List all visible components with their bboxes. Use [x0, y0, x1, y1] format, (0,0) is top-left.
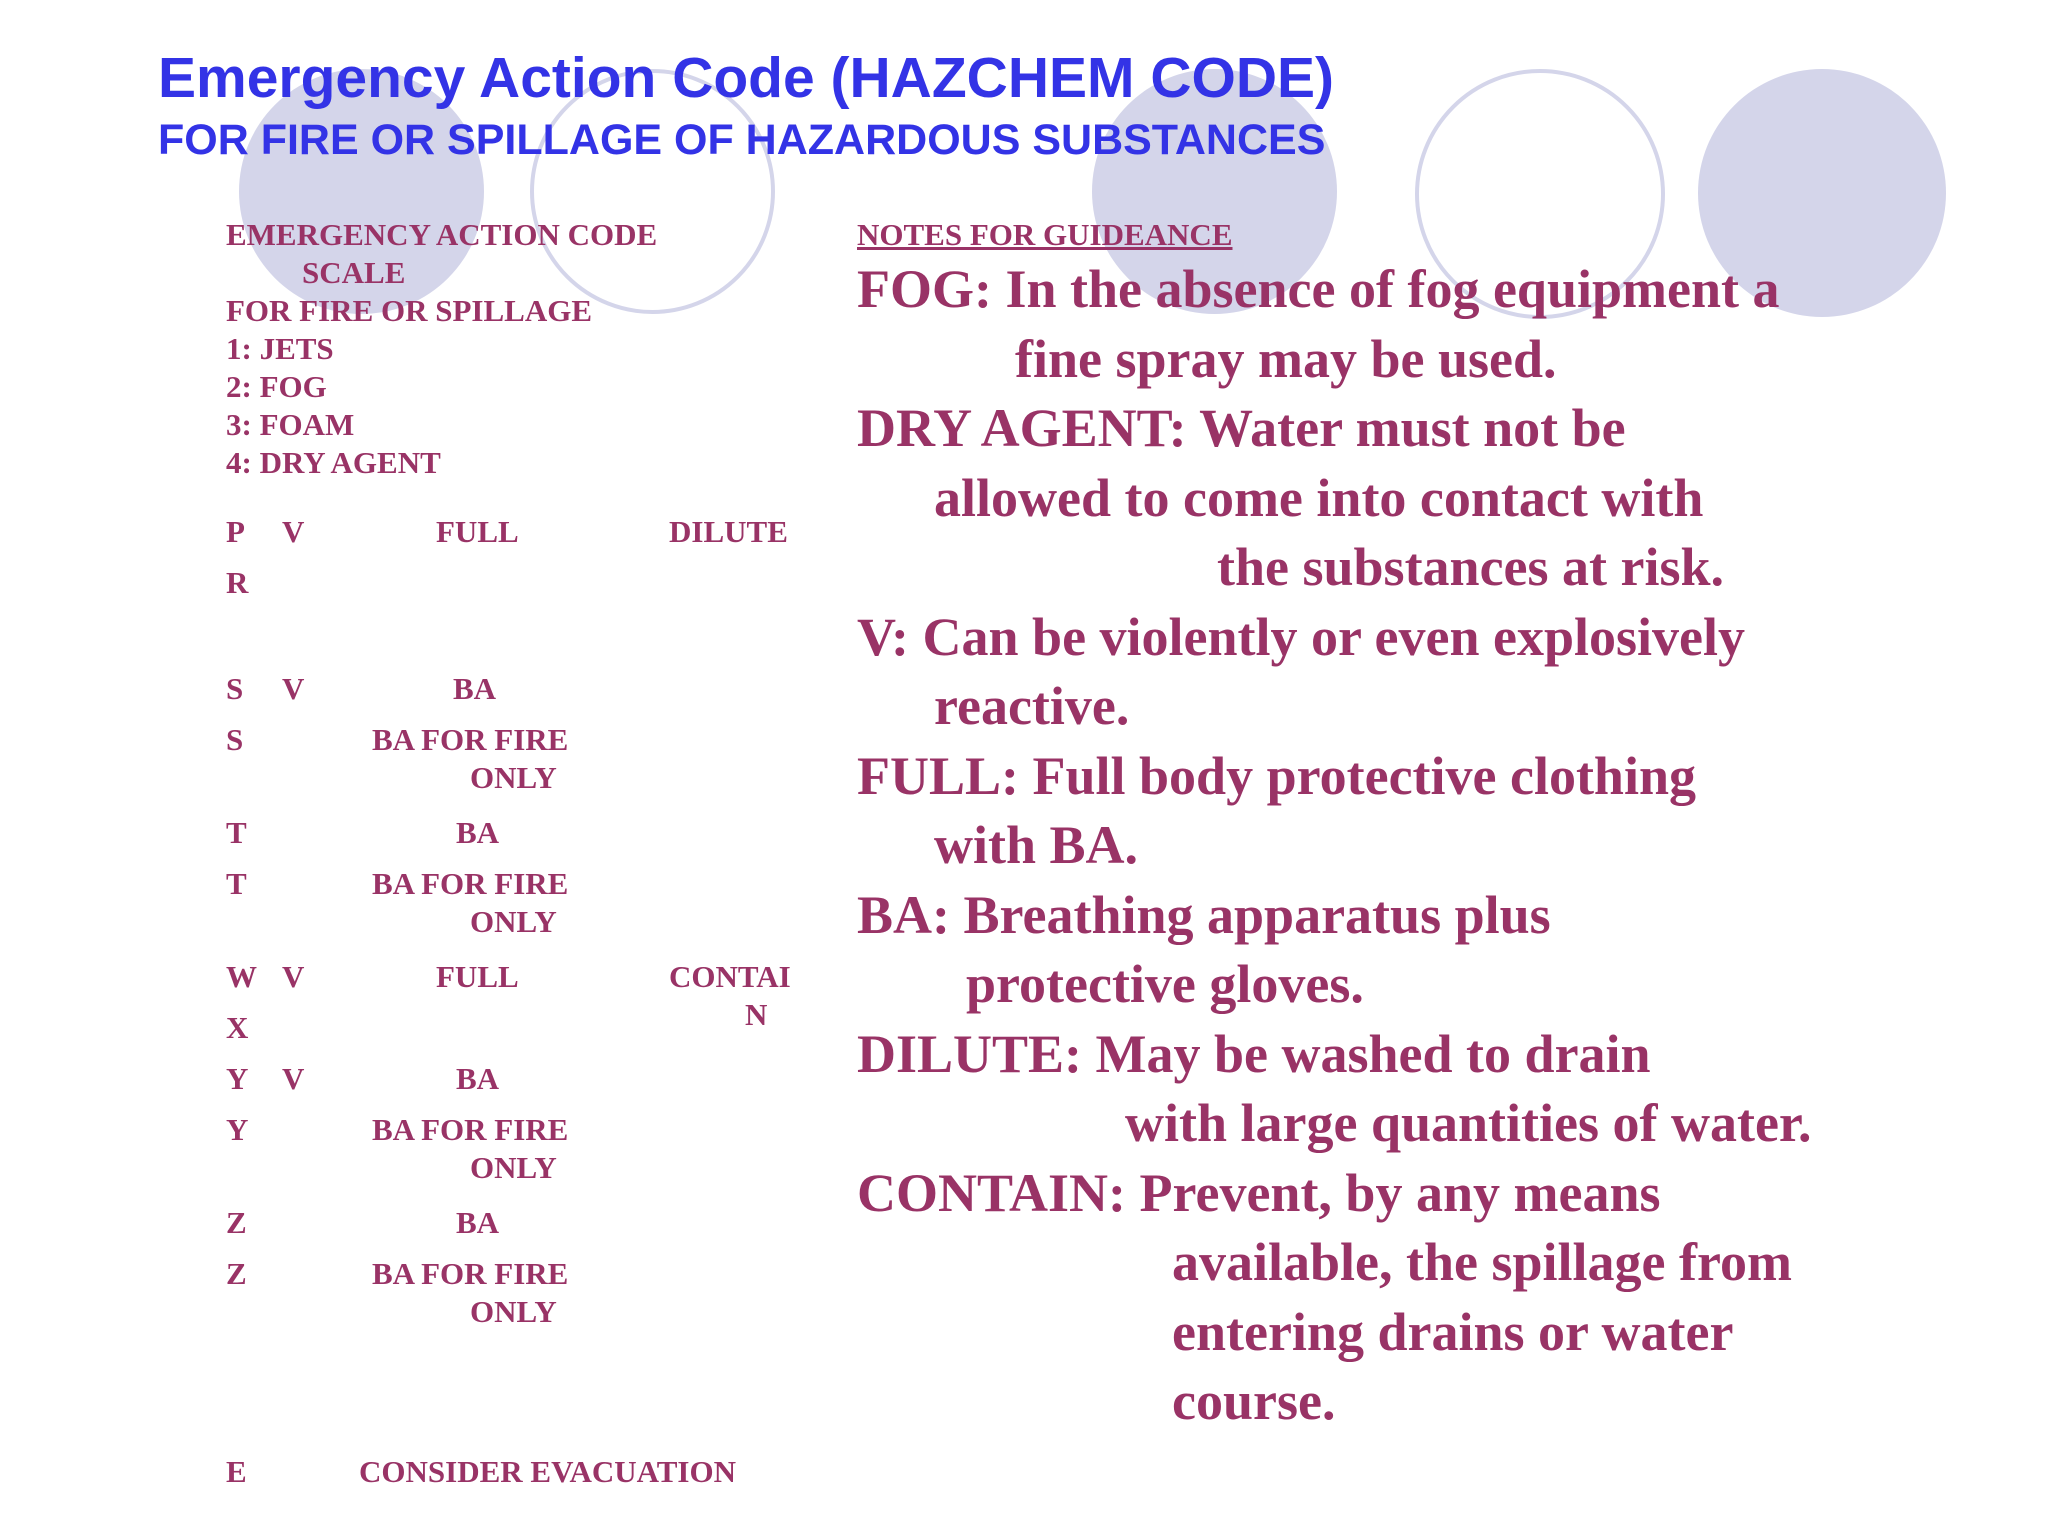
note-line: FULL: Full body protective clothing	[857, 746, 1697, 806]
scale-item: 1: JETS	[226, 331, 334, 366]
protection-level: BA FOR FIRE	[372, 866, 569, 901]
slide-title: Emergency Action Code (HAZCHEM CODE)	[158, 46, 1334, 110]
reactivity-flag: V	[282, 671, 305, 706]
scale-heading-line2: SCALE	[302, 255, 406, 290]
note-line: the substances at risk.	[1217, 537, 1725, 597]
protection-level: BA FOR FIRE	[372, 722, 569, 757]
protection-level: BA FOR FIRE	[372, 1112, 569, 1147]
scale-heading-line3: FOR FIRE OR SPILLAGE	[226, 293, 593, 328]
protection-level: BA	[453, 671, 497, 706]
spill-action: DILUTE	[669, 514, 788, 549]
code-letter: Z	[226, 1256, 247, 1291]
code-letter: Z	[226, 1205, 247, 1240]
protection-level-cont: ONLY	[470, 904, 557, 939]
spill-action-cont: N	[745, 997, 768, 1032]
code-letter: Y	[226, 1112, 249, 1147]
reactivity-flag: V	[282, 514, 305, 549]
note-line: CONTAIN: Prevent, by any means	[857, 1163, 1661, 1223]
reactivity-flag: V	[282, 959, 305, 994]
note-line: fine spray may be used.	[1015, 329, 1557, 389]
note-line: course.	[1172, 1371, 1336, 1431]
code-letter: Y	[226, 1061, 249, 1096]
notes-heading: NOTES FOR GUIDEANCE	[857, 217, 1233, 252]
protection-level: BA	[456, 1205, 500, 1240]
slide-subtitle: FOR FIRE OR SPILLAGE OF HAZARDOUS SUBSTANCES	[158, 116, 1326, 164]
note-line: DILUTE: May be washed to drain	[857, 1024, 1651, 1084]
code-letter: R	[226, 565, 249, 600]
note-line: available, the spillage from	[1172, 1232, 1792, 1292]
note-line: DRY AGENT: Water must not be	[857, 398, 1626, 458]
code-letter: P	[226, 514, 245, 549]
protection-level: BA	[456, 1061, 500, 1096]
code-letter: E	[226, 1454, 247, 1489]
code-letter: W	[226, 959, 257, 994]
protection-level-cont: ONLY	[470, 760, 557, 795]
code-letter: T	[226, 815, 247, 850]
note-line: reactive.	[934, 676, 1130, 736]
protection-level: BA	[456, 815, 500, 850]
code-letter: T	[226, 866, 247, 901]
scale-item: 2: FOG	[226, 369, 327, 404]
protection-level-cont: ONLY	[470, 1294, 557, 1329]
evacuation-text: CONSIDER EVACUATION	[359, 1454, 736, 1489]
code-letter: S	[226, 671, 244, 706]
protection-level: FULL	[436, 514, 519, 549]
scale-item: 4: DRY AGENT	[226, 445, 441, 480]
protection-level: BA FOR FIRE	[372, 1256, 569, 1291]
note-line: entering drains or water	[1172, 1302, 1734, 1362]
protection-level: FULL	[436, 959, 519, 994]
note-line: FOG: In the absence of fog equipment a	[857, 259, 1780, 319]
note-line: allowed to come into contact with	[934, 468, 1704, 528]
note-line: protective gloves.	[966, 954, 1364, 1014]
code-letter: S	[226, 722, 244, 757]
scale-heading-line1: EMERGENCY ACTION CODE	[226, 217, 658, 252]
reactivity-flag: V	[282, 1061, 305, 1096]
note-line: with large quantities of water.	[1125, 1093, 1812, 1153]
note-line: BA: Breathing apparatus plus	[857, 885, 1551, 945]
scale-item: 3: FOAM	[226, 407, 355, 442]
note-line: V: Can be violently or even explosively	[857, 607, 1745, 667]
spill-action: CONTAI	[669, 959, 791, 994]
protection-level-cont: ONLY	[470, 1150, 557, 1185]
note-line: with BA.	[934, 815, 1139, 875]
code-letter: X	[226, 1010, 249, 1045]
